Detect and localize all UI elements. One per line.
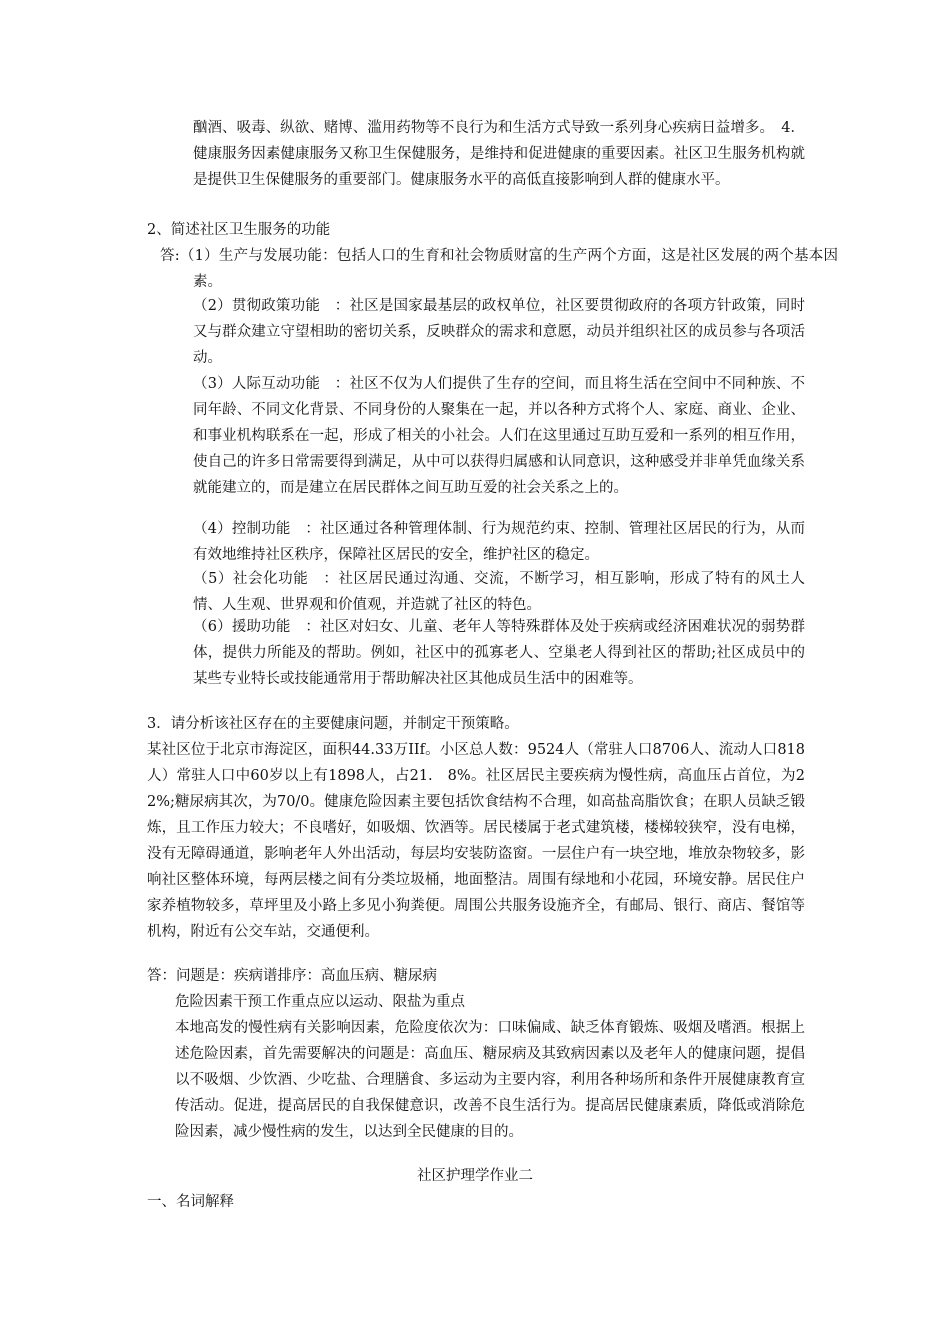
- section-1-heading: 一、名词解释: [147, 1194, 234, 1210]
- q2-answer-item-3: （3）人际互动功能 ：社区不仅为人们提供了生存的空间，而且将生活在空间中不同种族、不同年龄、不同文化背景、不同身份的人聚集在一起，并以各种方式将个人、家庭、商业、企业、和事业机构联系在一起，形成了相关的小社会。人们在这里通过互助互爱和一系列的相互作用，使自己的许多日常需要得到满足，从中可以获得归属感和认同意识，这种感受并非单凭血缘关系就能建立的，而是建立在居民群体之间互助互爱的社会关系之上的。: [193, 376, 805, 496]
- q3-answer-line-2: 危险因素干预工作重点应以运动、限盐为重点: [175, 994, 465, 1010]
- question-3-heading: 3．请分析该社区存在的主要健康问题，并制定干预策略。: [147, 716, 519, 732]
- q2-answer-item-6: （6）援助功能 ：社区对妇女、儿童、老年人等特殊群体及处于疾病或经济困难状况的弱势群体，提供力所能及的帮助。例如，社区中的孤寡老人、空巢老人得到社区的帮助;社区成员中的某些专业特长或技能通常用于帮助解决社区其他成员生活中的困难等。: [193, 619, 805, 687]
- q3-answer-line-1: 答：问题是：疾病谱排序：高血压病、糖尿病: [147, 968, 437, 984]
- q2-answer-item-2: （2）贯彻政策功能 ：社区是国家最基层的政权单位，社区要贯彻政府的各项方针政策，同时又与群众建立守望相助的密切关系，反映群众的需求和意愿，动员并组织社区的成员参与各项活动。: [193, 298, 805, 366]
- q2-answer-item-4: （4）控制功能 ：社区通过各种管理体制、行为规范约束、控制、管理社区居民的行为，从而有效地维持社区秩序，保障社区居民的安全，维护社区的稳定。: [193, 521, 805, 563]
- question-2-heading: 2、简述社区卫生服务的功能: [147, 222, 331, 238]
- q3-case-description: 某社区位于北京市海淀区，面积44.33万IIf。小区总人数：9524人（常驻人口8706人、流动人口818人）常驻人口中60岁以上有1898人，占21. 8%。社区居民主要疾病为慢性病，高血压占首位，为22%;糖尿病其次，为70/0。健康危险因素主要包括饮食结构不合理，如高盐高脂饮食；在职人员缺乏锻炼，且工作压力较大；不良嗜好，如吸烟、饮酒等。居民楼属于老式建筑楼，楼梯较狭窄，没有电梯，没有无障碍通道，影响老年人外出活动，每层均安装防盗窗。一层住户有一块空地，堆放杂物较多，影响社区整体环境，每两层楼之间有分类垃圾桶，地面整洁。周围有绿地和小花园，环境安静。居民住户家养植物较多，草坪里及小路上多见小狗粪便。周围公共服务设施齐全，有邮局、银行、商店、餐馆等机构，附近有公交车站，交通便利。: [147, 742, 805, 940]
- section-title: 社区护理学作业二: [417, 1168, 533, 1184]
- q2-answer-item-5: （5）社会化功能 ：社区居民通过沟通、交流，不断学习，相互影响，形成了特有的风土人情、人生观、世界观和价值观，并造就了社区的特色。: [193, 571, 805, 613]
- intro-paragraph: 酗酒、吸毒、纵欲、赌博、滥用药物等不良行为和生活方式导致一系列身心疾病日益增多。 4．健康服务因素健康服务又称卫生保健服务，是维持和促进健康的重要因素。社区卫生服务机构就是提供卫生保健服务的重要部门。健康服务水平的高低直接影响到人群的健康水平。: [193, 120, 805, 188]
- q2-answer-item-1: 答:（1）生产与发展功能：包括人口的生育和社会物质财富的生产两个方面，这是社区发展的两个基本因素。: [160, 248, 838, 290]
- q3-answer-paragraph: 本地高发的慢性病有关影响因素，危险度依次为：口味偏咸、缺乏体育锻炼、吸烟及嗜酒。根据上述危险因素，首先需要解决的问题是：高血压、糖尿病及其致病因素以及老年人的健康问题，提倡以不吸烟、少饮酒、少吃盐、合理膳食、多运动为主要内容，利用各种场所和条件开展健康教育宣传活动。促进，提高居民的自我保健意识，改善不良生活行为。提高居民健康素质，降低或消除危险因素，减少慢性病的发生，以达到全民健康的目的。: [175, 1020, 805, 1140]
